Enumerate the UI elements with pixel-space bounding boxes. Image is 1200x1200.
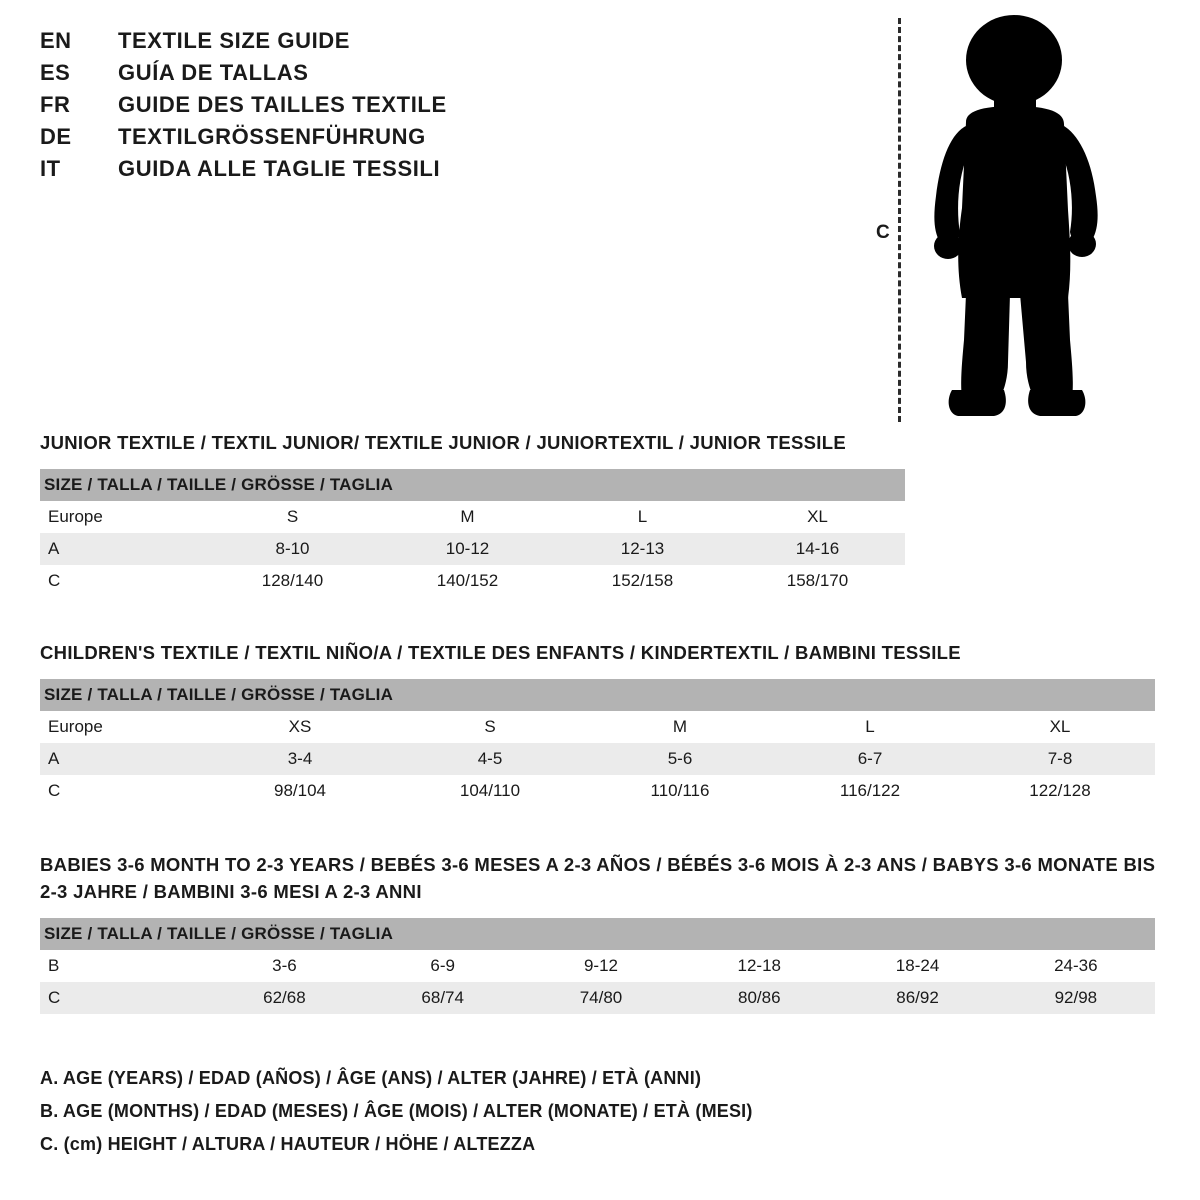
children-row-europe-v2: M (585, 711, 775, 743)
children-size-table (40, 679, 1155, 807)
junior-row-a-v0: 8-10 (205, 533, 380, 565)
junior-row-c-label: C (40, 565, 205, 597)
title-row-fr (40, 92, 660, 118)
babies-row-c-v5: 92/98 (997, 982, 1155, 1014)
babies-row-b-v5: 24-36 (997, 950, 1155, 982)
children-row-a-v0: 3-4 (205, 743, 395, 775)
children-band-label: SIZE / TALLA / TAILLE / GRÖSSE / TAGLIA (40, 679, 1155, 711)
children-row-c-v0: 98/104 (205, 775, 395, 807)
junior-size-table (40, 469, 905, 597)
children-row-europe-label: Europe (40, 711, 205, 743)
title-lang-es: ES (40, 60, 71, 85)
children-row-c-v3: 116/122 (775, 775, 965, 807)
title-row-es (40, 60, 660, 86)
junior-row-a-v3: 14-16 (730, 533, 905, 565)
children-row-c-v4: 122/128 (965, 775, 1155, 807)
junior-row-europe-v0: S (205, 501, 380, 533)
footnote-c: C. (cm) HEIGHT / ALTURA / HAUTEUR / HÖHE / ALTEZZA (40, 1134, 536, 1154)
babies-row-c-v0: 62/68 (205, 982, 363, 1014)
babies-row-b-v0: 3-6 (205, 950, 363, 982)
children-row-a-v3: 6-7 (775, 743, 965, 775)
babies-row-c-label: C (40, 982, 205, 1014)
height-figure (876, 10, 1140, 430)
title-lang-de: DE (40, 124, 72, 149)
section-babies-heading: BABIES 3-6 MONTH TO 2-3 YEARS / BEBÉS 3-6 MESES A 2-3 AÑOS / BÉBÉS 3-6 MOIS À 2-3 ANS / BABYS 3-6 MONATE BIS 2-3 JAHRE / BAMBINI 3-6 MESI A 2-3 ANNI (40, 854, 1156, 902)
junior-row-europe-v1: M (380, 501, 555, 533)
table-row (40, 501, 905, 533)
children-row-europe-v3: L (775, 711, 965, 743)
junior-row-c-v2: 152/158 (555, 565, 730, 597)
title-text-de: TEXTILGRÖSSENFÜHRUNG (118, 124, 426, 149)
junior-row-c-v1: 140/152 (380, 565, 555, 597)
junior-row-c-v3: 158/170 (730, 565, 905, 597)
children-band-row (40, 679, 1155, 711)
babies-row-b-label: B (40, 950, 205, 982)
junior-band-row (40, 469, 905, 501)
table-row (40, 950, 1155, 982)
title-text-fr: GUIDE DES TAILLES TEXTILE (118, 92, 447, 117)
children-row-c-v2: 110/116 (585, 775, 775, 807)
table-row (40, 775, 1155, 807)
title-lang-it: IT (40, 156, 61, 181)
title-block (40, 28, 660, 188)
section-children-heading: CHILDREN'S TEXTILE / TEXTIL NIÑO/A / TEXTILE DES ENFANTS / KINDERTEXTIL / BAMBINI TESSILE (40, 642, 961, 663)
title-text-it: GUIDA ALLE TAGLIE TESSILI (118, 156, 441, 181)
section-junior-heading: JUNIOR TEXTILE / TEXTIL JUNIOR/ TEXTILE JUNIOR / JUNIORTEXTIL / JUNIOR TESSILE (40, 432, 846, 453)
section-junior (40, 430, 1160, 597)
children-row-a-v4: 7-8 (965, 743, 1155, 775)
children-row-europe-v4: XL (965, 711, 1155, 743)
babies-row-b-v4: 18-24 (838, 950, 996, 982)
babies-row-b-v3: 12-18 (680, 950, 838, 982)
title-row-de (40, 124, 660, 150)
title-lang-en: EN (40, 28, 72, 53)
children-row-a-label: A (40, 743, 205, 775)
junior-row-europe-v3: XL (730, 501, 905, 533)
junior-row-a-v2: 12-13 (555, 533, 730, 565)
junior-row-europe-label: Europe (40, 501, 205, 533)
table-row (40, 982, 1155, 1014)
title-text-en: TEXTILE SIZE GUIDE (118, 28, 351, 53)
children-row-a-v1: 4-5 (395, 743, 585, 775)
footnote-a: A. AGE (YEARS) / EDAD (AÑOS) / ÂGE (ANS) / ALTER (JAHRE) / ETÀ (ANNI) (40, 1068, 702, 1088)
children-row-europe-v1: S (395, 711, 585, 743)
children-row-a-v2: 5-6 (585, 743, 775, 775)
junior-band-label: SIZE / TALLA / TAILLE / GRÖSSE / TAGLIA (40, 469, 905, 501)
child-silhouette-icon (922, 10, 1122, 425)
babies-row-c-v3: 80/86 (680, 982, 838, 1014)
junior-row-a-label: A (40, 533, 205, 565)
babies-row-c-v4: 86/92 (838, 982, 996, 1014)
junior-row-europe-v2: L (555, 501, 730, 533)
title-text-es: GUÍA DE TALLAS (118, 60, 309, 85)
title-row-it (40, 156, 660, 182)
babies-row-c-v1: 68/74 (364, 982, 522, 1014)
babies-band-label: SIZE / TALLA / TAILLE / GRÖSSE / TAGLIA (40, 918, 1155, 950)
babies-size-table (40, 918, 1155, 1014)
babies-row-b-v2: 9-12 (522, 950, 680, 982)
table-row (40, 711, 1155, 743)
junior-row-c-v0: 128/140 (205, 565, 380, 597)
table-row (40, 565, 905, 597)
table-row (40, 533, 905, 565)
height-label: C (876, 222, 890, 243)
title-lang-fr: FR (40, 92, 71, 117)
babies-band-row (40, 918, 1155, 950)
junior-row-a-v1: 10-12 (380, 533, 555, 565)
children-row-c-label: C (40, 775, 205, 807)
babies-row-c-v2: 74/80 (522, 982, 680, 1014)
title-row-en (40, 28, 660, 54)
children-row-europe-v0: XS (205, 711, 395, 743)
babies-row-b-v1: 6-9 (364, 950, 522, 982)
footnotes (40, 1068, 1140, 1167)
height-dashed-line (898, 18, 901, 422)
section-children (40, 640, 1160, 807)
table-row (40, 743, 1155, 775)
children-row-c-v1: 104/110 (395, 775, 585, 807)
footnote-b: B. AGE (MONTHS) / EDAD (MESES) / ÂGE (MOIS) / ALTER (MONATE) / ETÀ (MESI) (40, 1101, 753, 1121)
section-babies (40, 852, 1160, 1014)
